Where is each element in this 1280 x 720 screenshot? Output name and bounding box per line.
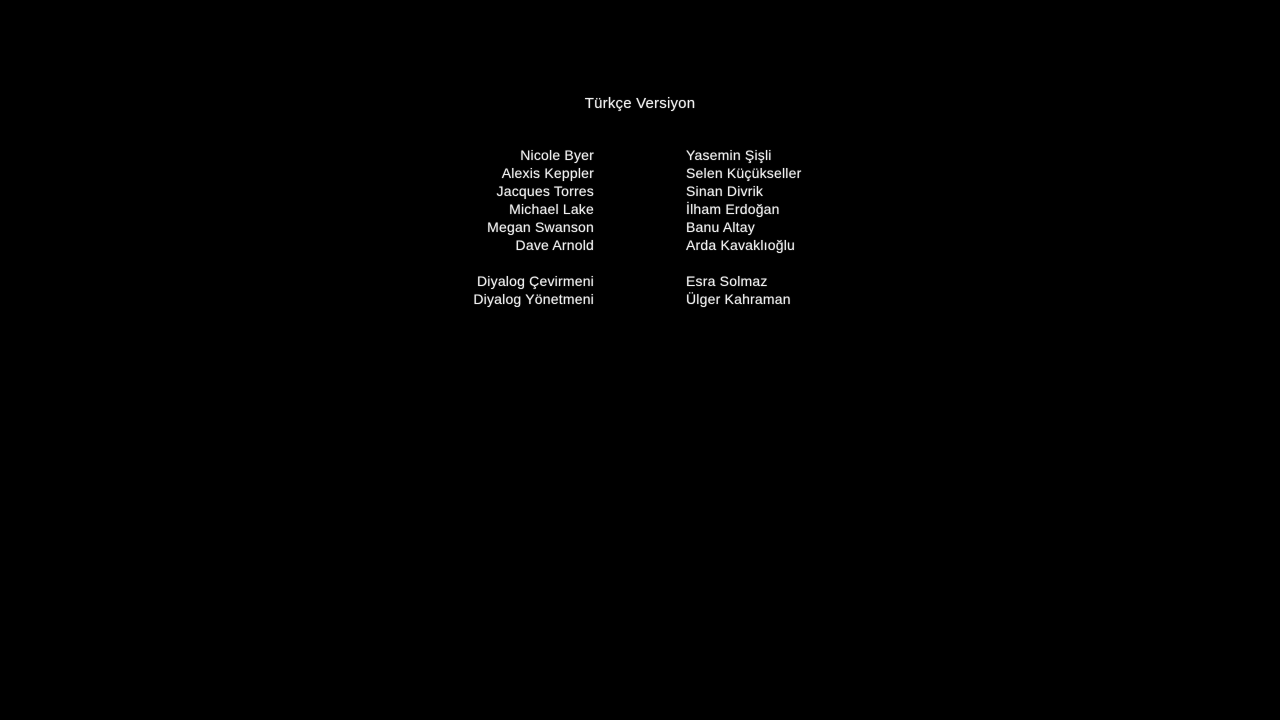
cast-dub-name: Arda Kavaklıoğlu — [686, 237, 796, 253]
credits-section-title: Türkçe Versiyon — [584, 95, 696, 112]
cast-original-name: Michael Lake — [509, 201, 594, 217]
crew-name: Esra Solmaz — [686, 273, 768, 289]
cast-original-name: Jacques Torres — [496, 183, 594, 199]
block-spacer — [686, 254, 1280, 272]
credits-columns — [0, 146, 1280, 308]
cast-original-name: Alexis Keppler — [501, 165, 594, 181]
crew-role: Diyalog Çevirmeni — [477, 273, 594, 289]
cast-original-name: Megan Swanson — [487, 219, 594, 235]
credits-column-dub — [686, 146, 1280, 308]
crew-name: Ülger Kahraman — [686, 291, 791, 307]
credits-column-original — [0, 146, 594, 308]
cast-dub-name: İlham Erdoğan — [686, 201, 780, 217]
cast-original-name: Dave Arnold — [515, 237, 594, 253]
cast-dub-name: Selen Küçükseller — [686, 165, 802, 181]
cast-dub-name: Banu Altay — [686, 219, 755, 235]
cast-dub-name: Yasemin Şişli — [686, 147, 772, 163]
block-spacer — [0, 254, 594, 272]
cast-original-name: Nicole Byer — [520, 147, 594, 163]
crew-role: Diyalog Yönetmeni — [473, 291, 594, 307]
cast-dub-name: Sinan Divrik — [686, 183, 764, 199]
